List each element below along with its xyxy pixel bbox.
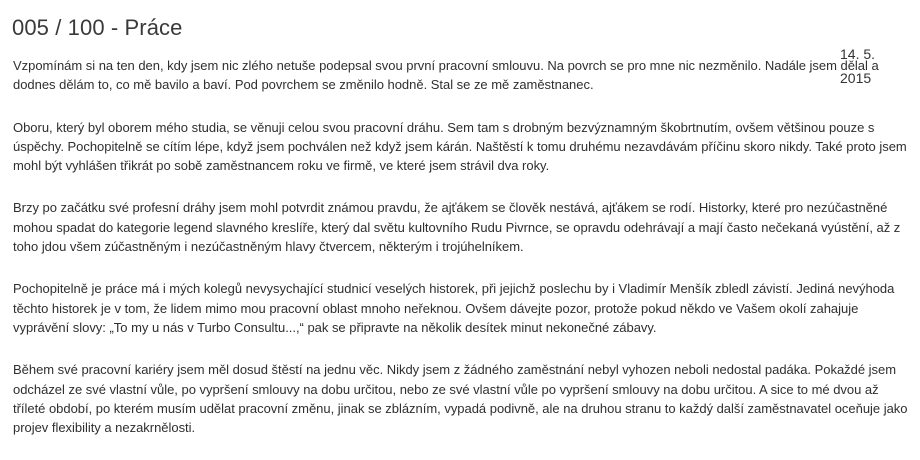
article-date-year: 2015 [840, 70, 872, 86]
article-date-day-month: 14. 5. [840, 46, 876, 62]
article-paragraph: Vzpomínám si na ten den, kdy jsem nic zlého netuše podepsal svou první pracovní smlouvu. Na povrch se pro mne nic nezměnilo. Nadále jsem dělal a dodnes dělám to, co mě bavilo a baví. Pod povrchem se změnilo hodně. Stal se ze mě zaměstnanec. [13, 58, 879, 93]
article-paragraph: Pochopitelně je práce má i mých kolegů nevysychající studnicí veselých historek, při jejichž poslechu by i Vladimír Menšík zbledl závistí. Jediná nevýhoda těchto historek je v tom, že lidem mimo mou pracovní oblast mnoho neřeknou. Ovšem dávejte pozor, protože pokud někdo ve Vašem okolí zahajuje vyprávění slovy: „To my u nás v Turbo Consultu...,“ pak se připravte na několik desítek minut nekonečné zábavy. [13, 281, 895, 335]
article-paragraph: Oboru, který byl oborem mého studia, se věnuji celou svou pracovní dráhu. Sem tam s drobným bezvýznamným škobrtnutím, ovšem většinou pouze s úspěchy. Pochopitelně se cítím lépe, když jsem pochválen než když jsem kárán. Naštěstí k tomu druhému nezavdávám příčinu skoro nikdy. Také proto jsem mohl být vyhlášen třikrát po sobě zaměstnancem roku ve firmě, ve které jsem strávil dva roky. [13, 119, 907, 174]
article-title: 005 / 100 - Práce [12, 15, 183, 40]
article-paragraph: Brzy po začátku své profesní dráhy jsem mohl potvrdit známou pravdu, že ajťákem se člověk nestává, ajťákem se rodí. Historky, které pro nezúčastněné mohou spadat do kategorie legend slavného kreslíře, který dal světu kultovního Rudu Pivrnce, se opravdu odehrávají a mají často nečekaná vyústění, až z toho jdou všem zúčastněným i nezúčastněným hlavy čtvercem, některým i trojúhelníkem. [13, 200, 901, 255]
article-body [13, 56, 908, 460]
article-paragraph: Během své pracovní kariéry jsem měl dosud štěstí na jednu věc. Nikdy jsem z žádného zaměstnání nebyl vyhozen neboli nedostal padáka. Pokaždé jsem odcházel ze své vlastní vůle, po vypršení smlouvy na dobu určitou, nebo ze své vlastní vůle po vypršení smlouvy na dobu určitou. A sice to mé dvou až tříleté období, po kterém musím udělat pracovní změnu, jinak se zblázním, vypadá podivně, ale na druhou stranu to každý další zaměstnavatel oceňuje jako projev flexibility a nezakrnělosti. [13, 362, 908, 436]
